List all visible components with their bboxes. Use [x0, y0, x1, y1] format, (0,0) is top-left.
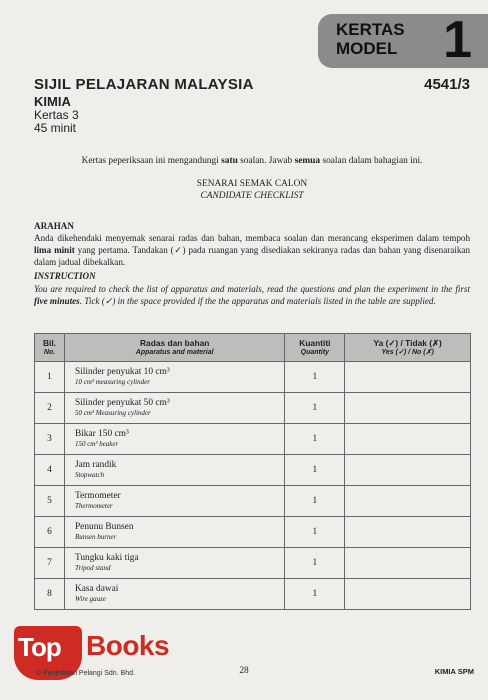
intro-text: Kertas peperiksaan ini mengandungi satu soalan. Jawab semua soalan dalam bahagian ini. [81, 156, 423, 166]
col-header-item: Radas dan bahan Apparatus and material [64, 334, 284, 362]
book-title-footer: KIMIA SPM [434, 667, 474, 676]
paper-number: Kertas 3 [34, 108, 79, 122]
tick-cell[interactable] [345, 362, 471, 393]
arahan-heading: ARAHAN [34, 221, 74, 231]
exam-title: SIJIL PELAJARAN MALAYSIA [34, 76, 254, 93]
col-header-yes-no: Ya (✓) / Tidak (✗) Yes (✓) / No (✗) [345, 334, 471, 362]
duration: 45 minit [34, 121, 77, 135]
model-paper-tab [318, 11, 488, 69]
tab-label-model: MODEL [336, 39, 398, 58]
tick-cell[interactable] [345, 517, 471, 548]
paper-code: 4541/3 [424, 76, 470, 93]
col-header-no: Bil. No. [35, 334, 65, 362]
table-row: 2 Silinder penyukat 50 cm³ 50 cm³ Measuring cylinder 1 [35, 393, 471, 424]
checklist-title: SENARAI SEMAK CALON [196, 179, 308, 189]
table-row: 8 Kasa dawai Wire gauze 1 [35, 579, 471, 610]
checklist-heading [34, 178, 470, 202]
checklist-subtitle: CANDIDATE CHECKLIST [200, 191, 304, 201]
tick-cell[interactable] [345, 424, 471, 455]
table-row: 5 Termometer Thermometer 1 [35, 486, 471, 517]
tick-cell[interactable] [345, 579, 471, 610]
page-number: 28 [239, 666, 249, 676]
subject-name: KIMIA [34, 94, 71, 109]
table-row: 6 Penunu Bunsen Bunsen burner 1 [35, 517, 471, 548]
table-row: 3 Bikar 150 cm³ 150 cm³ beaker 1 [35, 424, 471, 455]
topbooks-logo [14, 626, 170, 686]
logo-word-books: Books [86, 630, 170, 661]
apparatus-checklist-table [34, 333, 471, 610]
arahan-text: Anda dikehendaki menyemak senarai radas dan bahan, membaca soalan dan merancang eksperimen dalam tempoh lima minit yang pertama. Tandakan (✓) pada ruangan yang disediakan sekiranya radas dan bahan yang disenaraikan dalam jadual dibekalkan. [34, 233, 470, 267]
tick-cell[interactable] [345, 486, 471, 517]
tab-number: 1 [443, 11, 472, 69]
col-header-qty: Kuantiti Quantity [285, 334, 345, 362]
logo-word-top: Top [18, 632, 61, 662]
instruction-text: You are required to check the list of apparatus and materials, read the questions and plan the experiment in the first five minutes. Tick (✓) in the space provided if the the apparatus and materials listed in the table are supplied. [34, 284, 470, 306]
tick-cell[interactable] [345, 393, 471, 424]
tick-cell[interactable] [345, 548, 471, 579]
publisher-credit: © Penerbitan Pelangi Sdn. Bhd. [36, 670, 135, 677]
table-header-row [35, 334, 471, 362]
table-row: 1 Silinder penyukat 10 cm³ 10 cm³ measuring cylinder 1 [35, 362, 471, 393]
instruction-heading: INSTRUCTION [34, 271, 96, 281]
tick-cell[interactable] [345, 455, 471, 486]
table-row: 4 Jam randik Stopwatch 1 [35, 455, 471, 486]
tab-label-kertas: KERTAS [336, 20, 405, 39]
table-row: 7 Tungku kaki tiga Tripod stand 1 [35, 548, 471, 579]
